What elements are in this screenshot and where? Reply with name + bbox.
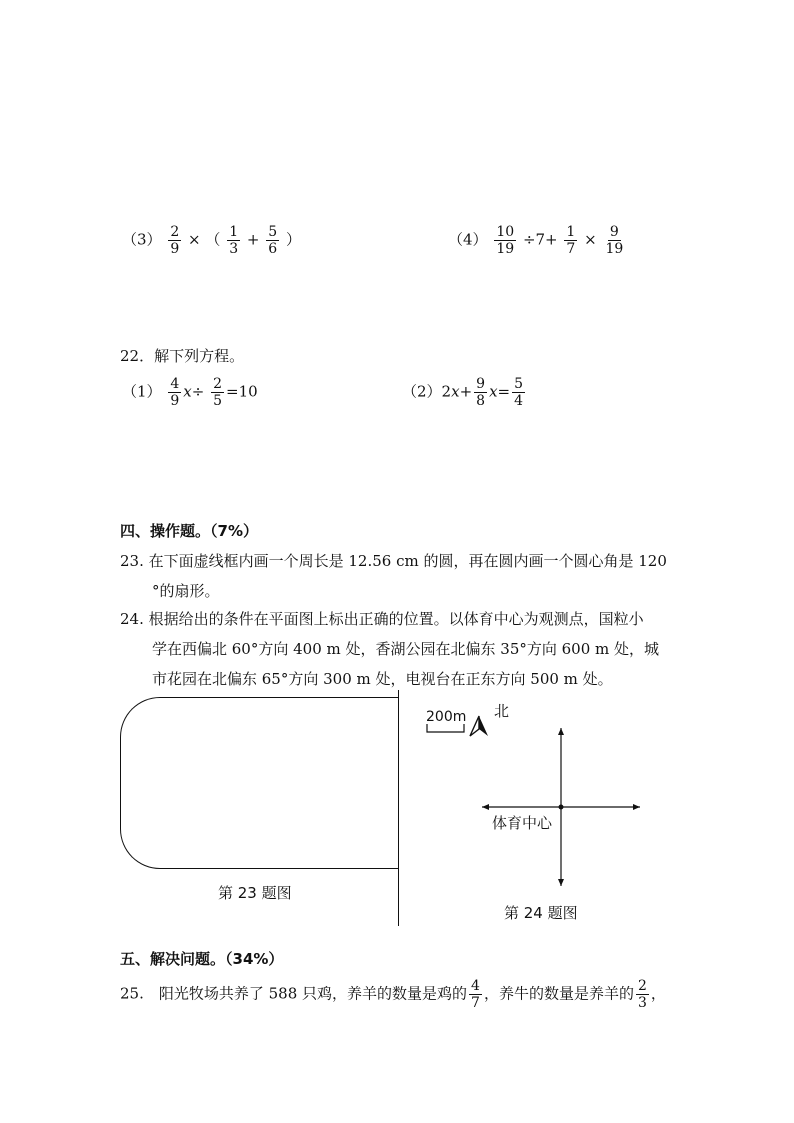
- scale-bar: [426, 706, 466, 725]
- variable-x: x: [489, 382, 498, 401]
- q23-text: [120, 546, 680, 606]
- fraction: $\frac{2}{5}$: [213, 376, 222, 409]
- fig23-caption: 第 23 题图: [218, 884, 292, 902]
- equation-2: [402, 376, 527, 409]
- variable-x: x: [183, 382, 192, 401]
- section-4-title: 四、操作题。（7%）: [120, 522, 258, 540]
- fraction: $\frac{10}{19}$: [496, 224, 515, 257]
- fraction: $\frac{1}{7}$: [566, 224, 576, 257]
- equals-sign: =: [497, 382, 511, 401]
- q22-title: 22．解下列方程。: [120, 347, 245, 365]
- q25-text-part: ，: [650, 984, 666, 1003]
- variable-x: x: [451, 382, 460, 401]
- fraction: $\frac{1}{3}$: [229, 224, 239, 257]
- coefficient: 2: [441, 382, 452, 401]
- q25-text: [120, 978, 666, 1011]
- fig24-caption: 第 24 题图: [504, 904, 578, 922]
- figure-divider: [398, 690, 399, 926]
- times-sign: ×: [584, 230, 597, 249]
- q23-line: 23. 在下面虚线框内画一个周长是 12.56 cm 的圆，再在圆内画一个圆心角是 120: [120, 552, 667, 570]
- problem-3-label: （3）: [122, 230, 162, 249]
- west-arrow-icon: [482, 804, 489, 810]
- divide-sign: ÷: [191, 382, 205, 401]
- fraction: $\frac{4}{9}$: [170, 376, 180, 409]
- q24-text: [120, 604, 680, 694]
- south-arrow-icon: [558, 879, 564, 886]
- q24-line: 24. 根据给出的条件在平面图上标出正确的位置。以体育中心为观测点，国粒小: [120, 610, 644, 628]
- problem-4: [448, 224, 627, 257]
- times-sign: ×: [188, 230, 201, 249]
- center-label: 体育中心: [492, 814, 553, 832]
- fraction: $\frac{5}{4}$: [514, 376, 524, 409]
- north-label: 北: [494, 702, 510, 720]
- fraction: $\frac{4}{7}$: [471, 978, 480, 1011]
- problem-3: [122, 224, 301, 257]
- scale-bar-line: [426, 724, 466, 734]
- plus-sign: +: [246, 230, 260, 249]
- q24-line: 学在西偏北 60°方向 400 m 处，香湖公园在北偏东 35°方向 600 m 处，城: [152, 640, 660, 658]
- equation-1: [122, 376, 258, 409]
- fraction: $\frac{2}{9}$: [170, 224, 180, 257]
- fraction: $\frac{2}{3}$: [637, 978, 647, 1011]
- east-arrow-icon: [633, 804, 640, 810]
- compass-axes: [478, 724, 644, 890]
- fig23-frame: [120, 697, 398, 869]
- equation-1-label: （1）: [122, 382, 162, 401]
- q24-line: 市花园在北偏东 65°方向 300 m 处，电视台在正东方向 500 m 处。: [152, 670, 613, 688]
- operator: ÷7+: [522, 230, 558, 249]
- problem-4-label: （4）: [448, 230, 488, 249]
- section-5-title: 五、解决问题。（34%）: [120, 950, 284, 968]
- q25-text-part: ，养牛的数量是养羊的: [483, 984, 634, 1003]
- q25-text-part: 25. 阳光牧场共养了 588 只鸡，养羊的数量是鸡的: [120, 984, 468, 1003]
- fraction: $\frac{9}{19}$: [605, 224, 624, 257]
- scale-label: 200m: [426, 709, 467, 725]
- fraction: $\frac{9}{8}$: [476, 376, 486, 409]
- q23-line: °的扇形。: [152, 582, 220, 600]
- paren-open: （: [205, 230, 221, 249]
- center-point: [559, 805, 564, 810]
- equals-value: =10: [226, 382, 258, 401]
- paren-close: ）: [285, 230, 301, 249]
- north-axis-arrow-icon: [558, 728, 564, 735]
- equation-2-label: （2）: [402, 382, 442, 401]
- fraction: $\frac{5}{6}$: [268, 224, 278, 257]
- plus-sign: +: [459, 382, 473, 401]
